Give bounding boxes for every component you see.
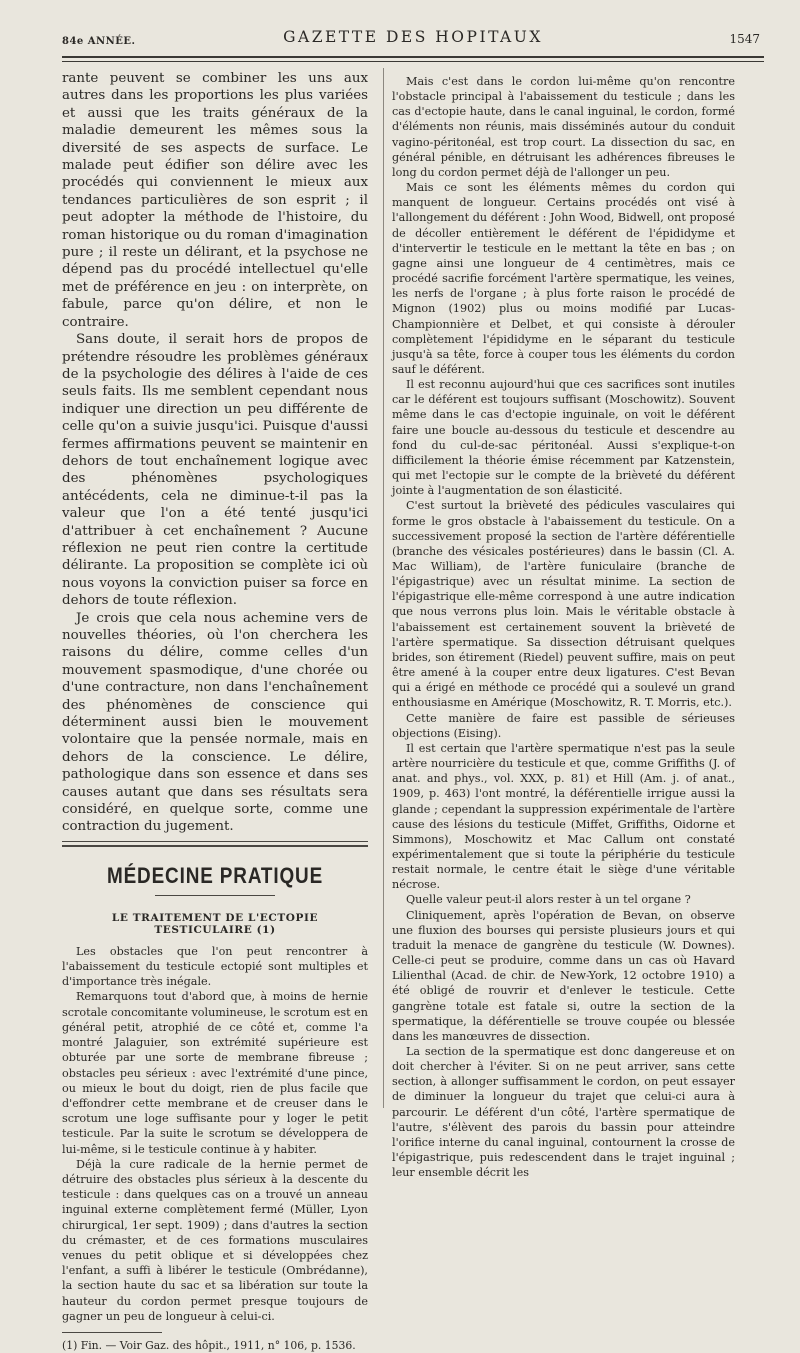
journal-title: GAZETTE DES HOPITAUX (283, 28, 543, 46)
body-paragraph: La section de la spermatique est donc dangereuse et on doit chercher à l'éviter. Si on ne peut arriver, sans cette section, à allonger suffisamment le cordon, on peut essayer de diminuer la longueur du trajet que celui-ci aura à parcourir. Le déférent d'un côté, l'artère spermatique de l'autre, s'élèvent des parois du bassin pour atteindre l'orifice interne du canal inguinal, contournent la crosse de l'épigastrique, puis redescendent dans le trajet inguinal ; leur ensemble décrit les (392, 1045, 735, 1180)
body-paragraph: Cette manière de faire est passible de sérieuses objections (Eising). (392, 711, 735, 740)
page-header (62, 22, 764, 52)
section-rule (62, 841, 368, 842)
body-paragraph: Mais c'est dans le cordon lui-même qu'on rencontre l'obstacle principal à l'abaissement du testicule ; dans les cas d'ectopie haute, dans le canal inguinal, le cordon, formé d'éléments non réunis, mais disséminés autour du conduit vagino-péritonéal, est trop court. La dissection du sac, en général pénible, en détruisant les adhérences fibreuses le long du cordon permet déjà de l'allonger un peu. (392, 75, 735, 179)
page-number: 1547 (729, 32, 760, 46)
body-paragraph: Mais ce sont les éléments mêmes du cordon qui manquent de longueur. Certains procédés ont visé à l'allongement du déférent : John Wood, Bidwell, ont proposé de décoller entièrement le déférent de l'épididyme et d'intervertir le testicule en le mettant la tête en bas ; on gagne ainsi une longueur de 4 centimètres, mais ce procédé sacrifie forcément l'artère spermatique, les veines, les nerfs de l'organe ; à plus forte raison le procédé de Mignon (1902) plus ou moins modifié par Lucas-Championnière et Delbet, et qui consiste à dérouler complètement l'épididyme en le séparant du testicule jusqu'à sa tête, force à couper tous les éléments du cordon sauf le déférent. (392, 181, 735, 376)
section-title: MÉDECINE PRATIQUE (106, 862, 324, 888)
column-divider (383, 68, 384, 1108)
header-rule-thin (62, 61, 764, 62)
right-column (392, 74, 735, 1180)
section-mini-rule (155, 895, 275, 896)
intro-paragraph: rante peuvent se combiner les uns aux autres dans les proportions les plus variées et aussi que les traits généraux de la maladie demeurent les mêmes sous la diversité de ses aspects de surface. Le malade peut édifier son délire avec les procédés qui conviennent le mieux aux tendances particulières de son esprit ; il peut adopter la méthode de l'histoire, du roman historique ou du roman d'imagination pure ; il reste un délirant, et la psychose ne dépend pas du procédé intellectuel qu'elle met de préférence en jeu : on interprète, on fabule, parce qu'on délire, et non le contraire. (62, 71, 368, 330)
year-label: 84e ANNÉE. (62, 36, 136, 47)
article-text (62, 944, 368, 1324)
left-column (62, 70, 368, 1353)
intro-paragraph: Sans doute, il serait hors de propos de prétendre résoudre les problèmes généraux de la psychologie des délires à l'aide de ces seuls faits. Ils me semblent cependant nous indiquer une direction un peu différente de celle qu'on a suivie jusqu'ici. Puisque d'aussi fermes affirmations peuvent se maintenir en dehors de tout enchaînement logique avec des phénomènes psychologiques antécédents, cela ne diminue-t-il pas la valeur que l'on a été tenté jusqu'ici d'attribuer à cet enchaînement ? Aucune réflexion ne peut rien contre la certitude délirante. La proposition se complète ici où nous voyons la conviction puiser sa force en dehors de toute réflexion. (62, 332, 368, 609)
footnote-rule (62, 1332, 162, 1333)
article-paragraph: Déjà la cure radicale de la hernie permet de détruire des obstacles plus sérieux à la descente du testicule : dans quelques cas on a trouvé un anneau inguinal externe complètement fermé (Müller, Lyon chirurgical, 1er sept. 1909) ; dans d'autres la section du crémaster, et de ces formations musculaires venues du petit oblique et si développées chez l'enfant, a suffi à libérer le testicule (Ombrédanne), la section haute du sac et sa libération sur toute la hauteur du cordon permet presque toujours de gagner un peu de longueur à celui-ci. (62, 1157, 368, 1323)
intro-paragraph: Je crois que cela nous achemine vers de nouvelles théories, où l'on cherchera les raisons du délire, comme celles d'un mouvement spasmodique, d'une chorée ou d'une contracture, non dans l'enchaînement des phénomènes de conscience qui déterminent aussi bien le mouvement volontaire que la pensée normale, mais en dehors de la conscience. Le délire, pathologique dans son essence et dans ses causes autant que dans ses résultats sera considéré, en quelque sorte, comme une contraction du jugement. (62, 610, 368, 835)
article-title: LE TRAITEMENT DE L'ECTOPIE TESTICULAIRE (1) (111, 911, 319, 936)
body-paragraph: Il est certain que l'artère spermatique n'est pas la seule artère nourricière du testicule et que, comme Griffiths (J. of anat. and phys., vol. XXX, p. 81) et Hill (Am. j. of anat., 1909, p. 463) l'ont montré, la déférentielle irrigue aussi la glande ; cependant la suppression expérimentale de l'artère cause des lésions du testicule (Miffet, Griffiths, Oidorne et Simmons), Moschowitz et Mac Callum ont constaté expérimentalement que si toute la périphérie du testicule restait normale, le centre était le siège d'une véritable nécrose. (392, 741, 735, 892)
article-paragraph: Remarquons tout d'abord que, à moins de hernie scrotale concomitante volumineuse, le scrotum est en général petit, atrophié de ce côté et, comme l'a montré Jalaguier, son extrémité supérieure est obturée par une sorte de membrane fibreuse ; obstacles peu sérieux : avec l'extrémité d'une pince, ou mieux le bout du doigt, rien de plus facile que d'effondrer cette membrane et de creuser dans le scrotum une loge suffisante pour y loger le petit testicule. Par la suite le scrotum se développera de lui-même, si le testicule continue à y habiter. (62, 990, 368, 1156)
body-paragraph: C'est surtout la brièveté des pédicules vasculaires qui forme le gros obstacle à l'abaissement du testicule. On a successivement proposé la section de l'artère déférentielle (branche des vésicales postérieures) dans le bassin (Cl. A. Mac William), de l'artère funiculaire (branche de l'épigastrique) avec un résultat minime. La section de l'épigastrique elle-même correspond à une autre indication que nous verrons plus loin. Mais le véritable obstacle à l'abaissement est certainement souvent la brièveté de l'artère spermatique. Sa dissection détruisant quelques brides, son étirement (Riedel) peuvent suffire, mais on peut être amené à la couper entre deux ligatures. C'est Bevan qui a érigé en méthode ce procédé qui a soulevé un grand enthousiasme en Amérique (Moschowitz, R. T. Morris, etc.). (392, 499, 735, 710)
header-rule-thick (62, 56, 764, 58)
section-rule-thick (62, 845, 368, 847)
body-paragraph: Quelle valeur peut-il alors rester à un tel organe ? (406, 893, 691, 907)
intro-text (62, 70, 368, 836)
footnote: (1) Fin. — Voir Gaz. des hôpit., 1911, n° 106, p. 1536. (62, 1338, 356, 1352)
article-paragraph: Les obstacles que l'on peut rencontrer à l'abaissement du testicule ectopié sont multiples et d'importance très inégale. (62, 944, 368, 989)
body-paragraph: Il est reconnu aujourd'hui que ces sacrifices sont inutiles car le déférent est toujours suffisant (Moschowitz). Souvent même dans le cas d'ectopie inguinale, on voit le déférent faire une boucle au-dessous du testicule et descendre au fond du cul-de-sac péritonéal. Aussi s'explique-t-on difficilement la théorie émise récemment par Katzenstein, qui met l'ectopie sur le compte de la brièveté du déférent jointe à l'augmentation de son élasticité. (392, 378, 735, 498)
body-paragraph: Cliniquement, après l'opération de Bevan, on observe une fluxion des bourses qui persiste plusieurs jours et qui traduit la menace de gangrène du testicule (W. Downes). Celle-ci peut se produire, comme dans un cas où Havard Lilienthal (Acad. de chir. de New-York, 12 octobre 1910) a été obligé de rouvrir et d'enlever le testicule. Cette gangrène totale est fatale si, outre la section de la spermatique, la déférentielle se trouve coupée ou blessée dans les manœuvres de dissection. (392, 908, 735, 1043)
